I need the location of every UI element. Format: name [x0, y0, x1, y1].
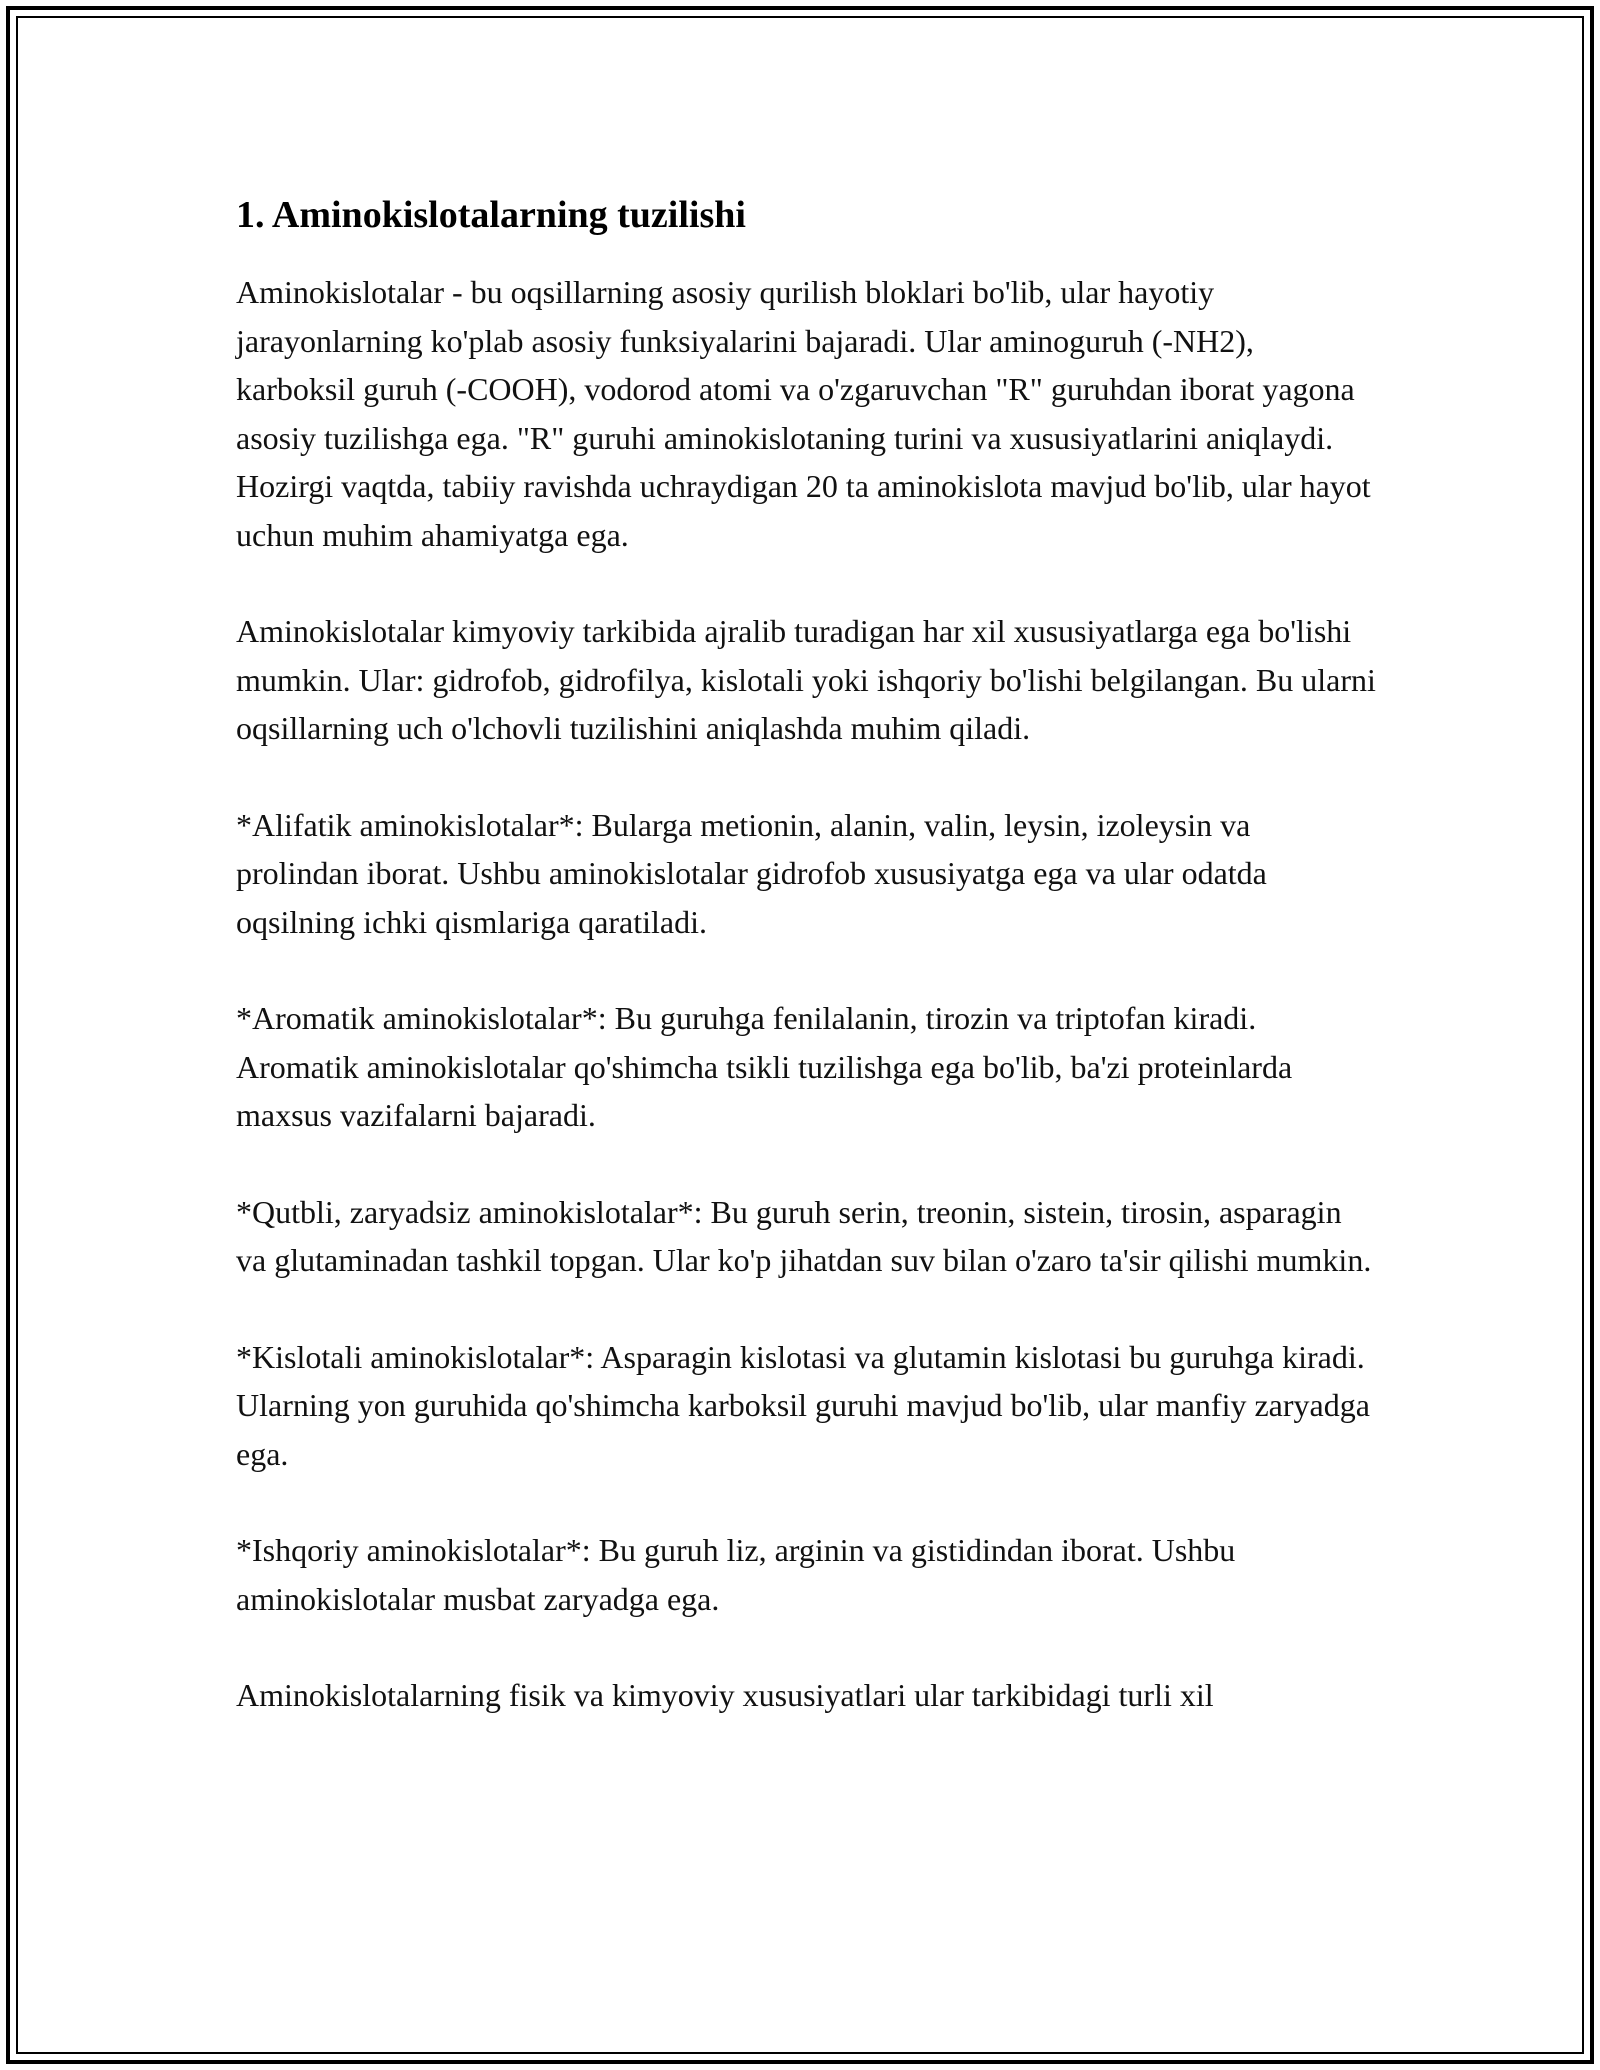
paragraph-polar-uncharged: *Qutbli, zaryadsiz aminokislotalar*: Bu guruh serin, treonin, sistein, tirosin, asparagin va glutaminadan tashkil topgan. Ular ko'p jihatdan suv bilan o'zaro ta'sir qilishi mumkin. — [236, 1193, 1372, 1278]
paragraph-aliphatic: *Alifatik aminokislotalar*: Bularga metionin, alanin, valin, leysin, izoleysin va prolindan iborat. Ushbu aminokislotalar gidrofob xususiyatga ega va ular odatda oqsilning ichki qismlariga qaratiladi. — [236, 806, 1267, 940]
paragraph-properties: Aminokislotalar kimyoviy tarkibida ajralib turadigan har xil xususiyatlarga ega bo'lishi mumkin. Ular: gidrofob, gidrofilya, kislotali yoki ishqoriy bo'lishi belgilangan. Bu ularni oqsillarning uch o'lchovli tuzilishini aniqlashda muhim qiladi. — [236, 613, 1376, 746]
document-body — [236, 180, 1376, 1720]
paragraph-basic: *Ishqoriy aminokislotalar*: Bu guruh liz, arginin va gistidindan iborat. Ushbu aminokislotalar musbat zaryadga ega. — [236, 1532, 1236, 1617]
section-heading: 1. Aminokislotalarning tuzilishi — [236, 194, 746, 236]
paragraph-intro: Aminokislotalar - bu oqsillarning asosiy qurilish bloklari bo'lib, ular hayotiy jarayonlarning ko'plab asosiy funksiyalarini bajaradi. Ular aminoguruh (-NH2), karboksil guruh (-COOH), vodorod atomi va o'zgaruvchan "R" guruhdan iborat yagona asosiy tuzilishga ega. "R" guruhi aminokislotaning turini va xususiyatlarini aniqlaydi. Hozirgi vaqtda, tabiiy ravishda uchraydigan 20 ta aminokislota mavjud bo'lib, ular hayot uchun muhim ahamiyatga ega. — [236, 274, 1371, 553]
paragraph-acidic: *Kislotali aminokislotalar*: Asparagin kislotasi va glutamin kislotasi bu guruhga kiradi. Ularning yon guruhida qo'shimcha karboksil guruhi mavjud bo'lib, ular manfiy zaryadga ega. — [236, 1338, 1370, 1472]
paragraph-aromatic: *Aromatik aminokislotalar*: Bu guruhga fenilalanin, tirozin va triptofan kiradi. Aromatik aminokislotalar qo'shimcha tsikli tuzilishga ega bo'lib, ba'zi proteinlarda maxsus vazifalarni bajaradi. — [236, 1000, 1293, 1133]
paragraph-physical-chemical: Aminokislotalarning fisik va kimyoviy xususiyatlari ular tarkibidagi turli xil — [236, 1677, 1214, 1713]
